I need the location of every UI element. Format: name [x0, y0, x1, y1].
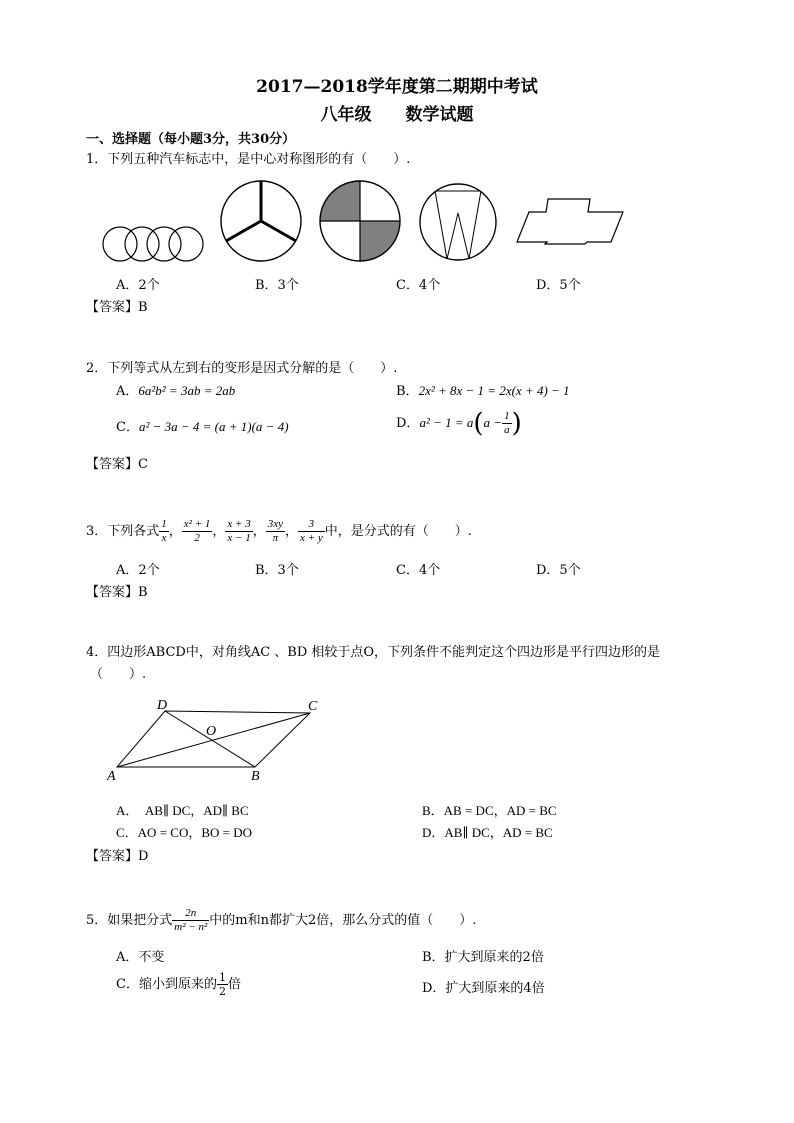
parallelogram-figure	[105, 697, 325, 782]
q3-comma-1: ，	[168, 524, 182, 539]
q5-option-c-text: C．缩小到原来的	[116, 977, 217, 992]
vertex-d-label: D	[157, 698, 168, 713]
logo-w-circle-figure	[419, 183, 497, 261]
q3-stem-post: 中，是分式的有（ ）.	[324, 524, 472, 539]
q2-d-num: 1	[504, 410, 510, 422]
q3-fraction-3	[225, 518, 252, 545]
q3-option-b: B．3个	[255, 563, 299, 578]
vertex-b-label: B	[251, 769, 260, 784]
q3-fraction-2	[182, 518, 213, 545]
q3-fraction-4	[266, 518, 285, 545]
q3-fraction-1	[159, 518, 169, 545]
q5-option-c	[116, 967, 241, 1003]
q5-stem	[86, 903, 476, 939]
diagonal-bd	[165, 711, 255, 767]
section-heading: 一、选择题（每小题3分，共30分）	[86, 132, 296, 147]
q2-stem: 2．下列等式从左到右的变形是因式分解的是（ ）.	[86, 361, 398, 376]
q3-f1-num: 1	[161, 518, 167, 530]
q2-option-d-inner: a −	[483, 415, 503, 430]
q1-option-b: B．3个	[255, 278, 299, 293]
q2-option-d-fraction	[502, 410, 512, 437]
ring-4	[169, 227, 203, 261]
q2-answer: 【答案】C	[86, 457, 148, 472]
q3-answer: 【答案】B	[86, 585, 148, 600]
q3-stem	[86, 514, 472, 550]
q2-option-c-expr: a² − 3a − 4 = (a + 1)(a − 4)	[138, 419, 289, 434]
vertex-c-label: C	[308, 699, 318, 714]
q5-frac-num: 2n	[172, 907, 209, 921]
q1-option-c: C．4个	[396, 278, 441, 293]
logo-three-spoke-figure	[219, 179, 303, 263]
ring-3	[147, 227, 181, 261]
q3-f1-den: x	[161, 532, 167, 544]
q3-f2-num: x² + 1	[183, 518, 211, 530]
q4-stem-cont: （ ）.	[90, 667, 147, 682]
q3-option-c: C．4个	[396, 563, 441, 578]
q3-option-d: D．5个	[536, 563, 581, 578]
q2-option-b-expr: 2x² + 8x − 1 = 2x(x + 4) − 1	[418, 383, 570, 398]
q2-option-c-label: C．	[116, 420, 139, 435]
vertex-a-label: A	[107, 769, 116, 784]
paren-close: )	[511, 408, 522, 439]
paren-open: (	[473, 408, 484, 439]
q1-answer: 【答案】B	[86, 300, 148, 315]
q5-option-b: B．扩大到原来的2倍	[422, 950, 544, 965]
q5-option-c-post: 倍	[227, 977, 241, 992]
q3-comma-3: ，	[252, 524, 266, 539]
q4-option-a: A． AB∥ DC，AD∥ BC	[116, 803, 249, 818]
q5-option-d: D．扩大到原来的4倍	[422, 981, 545, 996]
q3-stem-pre: 3．下列各式	[86, 524, 160, 539]
logo-rings-figure	[100, 224, 205, 264]
q2-option-b-label: B．	[396, 384, 419, 399]
q5-fraction	[172, 907, 209, 934]
point-o-label: O	[206, 724, 217, 739]
q2-option-d-label: D．	[396, 416, 420, 431]
q3-f4-num: 3xy	[267, 518, 284, 530]
q5-stem-post: 中的m和n都扩大2倍，那么分式的值（ ）.	[209, 913, 477, 928]
q3-f3-den: x − 1	[227, 532, 251, 544]
q4-answer: 【答案】D	[86, 849, 149, 864]
diagonal-ac	[117, 713, 310, 767]
logo-cross-shape-figure	[515, 198, 627, 246]
q3-f3-num: x + 3	[227, 518, 251, 530]
q1-stem: 1．下列五种汽车标志中，是中心对称图形的有（ ）.	[86, 152, 411, 167]
q4-option-c: C．AO = CO，BO = DO	[116, 825, 253, 840]
q5-c-den: 2	[218, 985, 226, 998]
q1-option-a: A．2个	[116, 278, 160, 293]
q3-comma-2: ，	[212, 524, 226, 539]
q2-d-den: a	[504, 424, 510, 436]
q5-option-c-fraction	[217, 971, 228, 998]
q3-f5-den: x + y	[300, 532, 323, 544]
q4-option-d: D．AB∥ DC，AD = BC	[422, 825, 553, 840]
page-title: 2017—2018学年度第二期期中考试	[256, 77, 538, 97]
page-subtitle: 八年级 数学试题	[320, 105, 474, 125]
q5-option-a: A．不变	[116, 950, 165, 965]
q5-stem-pre: 5．如果把分式	[86, 913, 173, 928]
q4-option-b: B．AB = DC，AD = BC	[422, 803, 557, 818]
ring-1	[103, 227, 137, 261]
q2-option-d-expr: a² − 1 = a	[419, 415, 474, 430]
q2-option-a-label: A．	[116, 384, 139, 399]
ring-2	[125, 227, 159, 261]
q2-option-a-expr: 6a²b² = 3ab = 2ab	[138, 383, 236, 398]
q3-f2-den: 2	[194, 532, 200, 544]
q2-option-d	[396, 406, 522, 440]
q3-f4-den: π	[272, 532, 279, 544]
q5-frac-den: m² − n²	[174, 921, 208, 933]
q2-option-c	[116, 416, 289, 435]
q2-option-a	[116, 380, 235, 399]
logo-quartered-circle-figure	[319, 180, 401, 262]
q3-f5-num: 3	[298, 518, 325, 532]
q2-option-b	[396, 380, 570, 399]
q3-option-a: A．2个	[116, 563, 160, 578]
q5-c-num: 1	[218, 971, 226, 984]
q3-fraction-5	[298, 518, 325, 545]
q3-comma-4: ，	[285, 524, 299, 539]
q4-stem: 4．四边形ABCD中，对角线AC 、BD 相较于点O，下列条件不能判定这个四边形是平行四边形的是	[86, 645, 661, 660]
q1-option-d: D．5个	[536, 278, 581, 293]
